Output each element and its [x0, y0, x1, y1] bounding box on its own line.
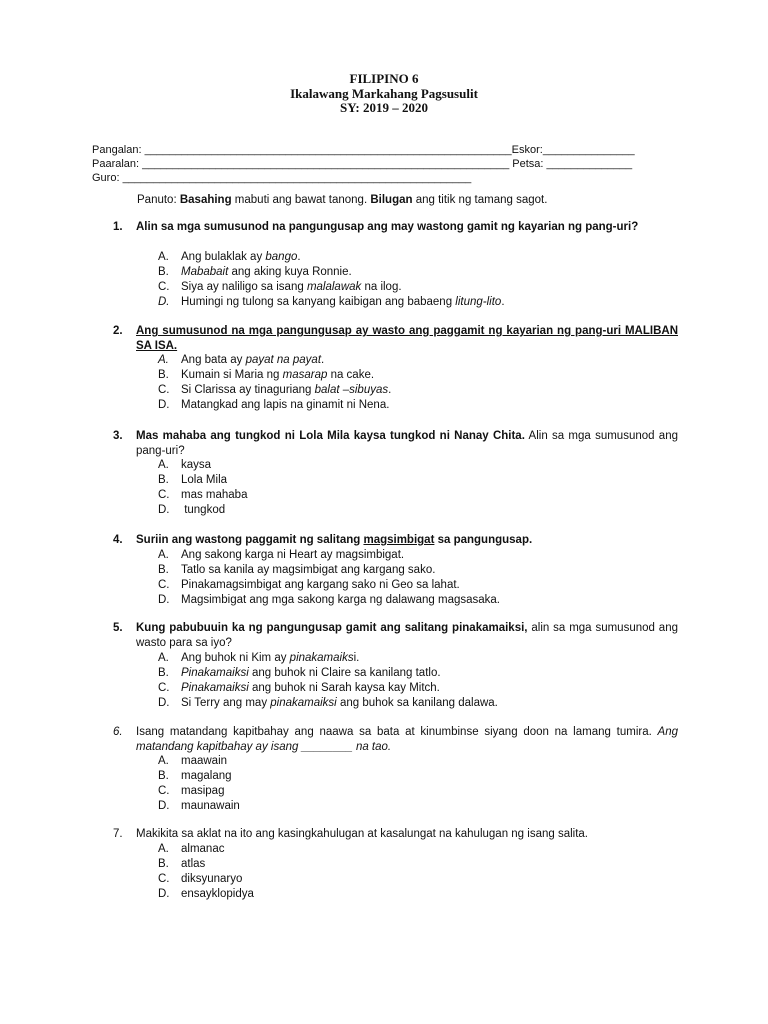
option-letter: B. [158, 770, 169, 782]
option-text: ang buhok ni Sarah kaysa kay Mitch. [248, 682, 440, 694]
question-text [136, 725, 678, 755]
school-year: SY: 2019 – 2020 [339, 100, 428, 115]
option-text: na cake. [327, 369, 375, 381]
option-text: almanac [181, 843, 225, 855]
question-5 [113, 621, 678, 651]
option-letter: B. [158, 564, 169, 576]
option-emph: litung-lito [455, 296, 502, 308]
option-letter: A. [158, 549, 169, 561]
option-text: tungkod [181, 504, 226, 516]
option-a[interactable] [158, 651, 498, 666]
option-text: Matangkad ang lapis na ginamit ni Nena. [181, 399, 390, 411]
option-c[interactable] [158, 280, 505, 295]
option-b[interactable] [158, 666, 498, 681]
option-text: ang buhok ni Claire sa kanilang tatlo. [248, 667, 441, 679]
instructions-emph-2: Bilugan [370, 194, 413, 206]
option-emph: bango [265, 251, 298, 263]
option-b[interactable] [158, 473, 247, 488]
exam-title: FILIPINO 6 [349, 71, 419, 86]
instructions [137, 194, 547, 206]
option-c[interactable] [158, 488, 247, 503]
option-letter: A. [158, 251, 169, 263]
question-number: 4. [113, 534, 123, 546]
option-letter: D. [158, 504, 170, 516]
option-d[interactable] [158, 593, 500, 608]
question-text: Ang sumusunod na mga pangungusap ay wasto ang paggamit ng kayarian ng pang-uri MALIBAN SA ISA. [136, 325, 678, 352]
question-text [136, 621, 678, 651]
option-text: atlas [181, 858, 206, 870]
question-text-pre: Suriin ang wastong paggamit ng salitang [136, 534, 364, 546]
option-letter: C. [158, 873, 170, 885]
option-c[interactable] [158, 383, 391, 398]
question-7-options [158, 842, 254, 902]
option-b[interactable] [158, 563, 500, 578]
question-3 [113, 429, 678, 459]
option-emph: pinakamaiksi [270, 697, 337, 709]
option-emph: balat –sibuyas [314, 384, 389, 396]
option-a[interactable] [158, 353, 391, 368]
question-4 [113, 533, 678, 548]
question-7 [113, 827, 678, 842]
option-text: ang buhok sa kanilang dalawa. [336, 697, 498, 709]
name-score-field[interactable]: Pangalan: ____________________________________________________________Eskor:_______________ [92, 144, 635, 156]
option-text: Tatlo sa kanila ay magsimbigat ang kargang sako. [181, 564, 436, 576]
exam-header [0, 72, 768, 116]
option-text: maunawain [181, 800, 240, 812]
question-rest: alin sa mga sumusunod ang wasto para sa iyo? [136, 622, 678, 649]
question-emph: Kung pabubuuin ka ng pangungusap gamit ang salitang pinakamaiksi, [136, 622, 528, 634]
school-date-field[interactable]: Paaralan: ____________________________________________________________ Petsa: ______________ [92, 158, 633, 170]
question-text: Makikita sa aklat na ito ang kasingkahulugan at kasalungat na kahulugan ng isang salita. [136, 828, 588, 840]
question-5-options [158, 651, 498, 711]
option-text: Magsimbigat ang mga sakong karga ng dalawang magsasaka. [181, 594, 500, 606]
question-keyword: magsimbigat [363, 534, 435, 546]
question-1-options [158, 250, 505, 310]
option-letter: D. [158, 296, 170, 308]
question-rest: Alin sa mga sumusunod ang pang-uri? [136, 430, 678, 457]
option-text: masipag [181, 785, 225, 797]
option-letter: A. [158, 652, 169, 664]
option-d[interactable] [158, 295, 505, 310]
option-text: Humingi ng tulong sa kanyang kaibigan ang babaeng [181, 296, 456, 308]
question-text-blank: Ang matandang kapitbahay ay isang ________ na tao. [136, 726, 678, 753]
question-1 [113, 220, 678, 235]
option-text: kaysa [181, 459, 212, 471]
option-d[interactable] [158, 799, 240, 814]
question-6 [113, 725, 678, 755]
option-b[interactable] [158, 368, 391, 383]
question-number: 2. [113, 325, 123, 337]
option-letter: B. [158, 369, 169, 381]
option-letter: A. [158, 459, 169, 471]
option-c[interactable] [158, 578, 500, 593]
option-b[interactable] [158, 857, 254, 872]
option-letter: B. [158, 266, 169, 278]
option-letter: A. [158, 843, 169, 855]
exam-subtitle: Ikalawang Markahang Pagsusulit [290, 85, 478, 101]
instructions-text-2: ang titik ng tamang sagot. [412, 194, 548, 206]
option-emph: malalawak [306, 281, 362, 293]
option-d[interactable] [158, 696, 498, 711]
option-text: Ang sakong karga ni Heart ay magsimbigat. [181, 549, 405, 561]
option-letter: C. [158, 384, 170, 396]
option-b[interactable] [158, 265, 505, 280]
option-emph: masarap [282, 369, 328, 381]
option-letter: A. [158, 755, 169, 767]
option-a[interactable] [158, 842, 254, 857]
option-text: Siya ay naliligo sa isang [181, 281, 307, 293]
question-text [136, 429, 678, 459]
option-d[interactable] [158, 503, 247, 518]
option-text: diksyunaryo [181, 873, 243, 885]
option-letter: C. [158, 281, 170, 293]
option-text: Pinakamagsimbigat ang kargang sako ni Geo sa lahat. [181, 579, 460, 591]
question-text-post: sa pangungusap. [434, 534, 533, 546]
option-text: mas mahaba [181, 489, 248, 501]
option-letter: B. [158, 858, 169, 870]
question-emph: Mas mahaba ang tungkod ni Lola Mila kaysa tungkod ni Nanay Chita. [136, 430, 525, 442]
teacher-field[interactable]: Guro: _________________________________________________________ [92, 172, 472, 184]
option-a[interactable] [158, 250, 505, 265]
option-text: ensayklopidya [181, 888, 254, 900]
option-c[interactable] [158, 681, 498, 696]
question-6-options [158, 754, 240, 814]
option-letter: D. [158, 800, 170, 812]
question-text-main: Isang matandang kapitbahay ang naawa sa bata at kinumbinse siyang doon na lamang tumira. [136, 726, 658, 738]
option-a[interactable] [158, 754, 240, 769]
option-letter: D. [158, 888, 170, 900]
option-c[interactable] [158, 872, 254, 887]
option-text: . [388, 384, 392, 396]
option-b[interactable] [158, 769, 240, 784]
option-text: . [501, 296, 505, 308]
option-d[interactable] [158, 887, 254, 902]
option-text: Lola Mila [181, 474, 228, 486]
option-text: na ilog. [361, 281, 402, 293]
option-text: Si Clarissa ay tinaguriang [181, 384, 315, 396]
option-a[interactable] [158, 458, 247, 473]
option-emph: Mababait [181, 266, 229, 278]
option-text: magalang [181, 770, 232, 782]
option-letter: D. [158, 594, 170, 606]
instructions-text-1: mabuti ang bawat tanong. [231, 194, 371, 206]
option-text: ang aking kuya Ronnie. [228, 266, 352, 278]
question-text: Alin sa mga sumusunod na pangungusap ang may wastong gamit ng kayarian ng pang-uri? [136, 221, 639, 233]
option-letter: C. [158, 489, 170, 501]
option-emph: pinakamaiks [289, 652, 354, 664]
instructions-label: Panuto: [137, 194, 180, 206]
question-number: 3. [113, 430, 123, 442]
question-number: 5. [113, 622, 123, 634]
option-letter: C. [158, 579, 170, 591]
instructions-emph-1: Basahing [179, 194, 232, 206]
option-letter: A. [158, 354, 169, 366]
option-text: Ang bata ay [181, 354, 246, 366]
option-a[interactable] [158, 548, 500, 563]
question-4-options [158, 548, 500, 608]
option-letter: B. [158, 474, 169, 486]
option-letter: D. [158, 697, 170, 709]
option-text: . [297, 251, 301, 263]
option-c[interactable] [158, 784, 240, 799]
question-text [136, 533, 678, 548]
option-letter: C. [158, 785, 170, 797]
question-2 [113, 324, 678, 354]
question-number: 1. [113, 221, 123, 233]
option-text: Ang buhok ni Kim ay [181, 652, 290, 664]
option-emph: payat na payat [245, 354, 322, 366]
option-emph: Pinakamaiksi [181, 682, 249, 694]
option-d[interactable] [158, 398, 391, 413]
option-text: . [321, 354, 325, 366]
option-text: Kumain si Maria ng [181, 369, 283, 381]
option-emph: Pinakamaiksi [181, 667, 249, 679]
question-number: 7. [113, 828, 123, 840]
option-text: i. [353, 652, 360, 664]
question-3-options [158, 458, 247, 518]
option-text: maawain [181, 755, 228, 767]
option-letter: B. [158, 667, 169, 679]
question-number: 6. [113, 726, 123, 738]
option-letter: D. [158, 399, 170, 411]
option-text: Si Terry ang may [181, 697, 271, 709]
option-text: Ang bulaklak ay [181, 251, 266, 263]
option-letter: C. [158, 682, 170, 694]
question-2-options [158, 353, 391, 413]
